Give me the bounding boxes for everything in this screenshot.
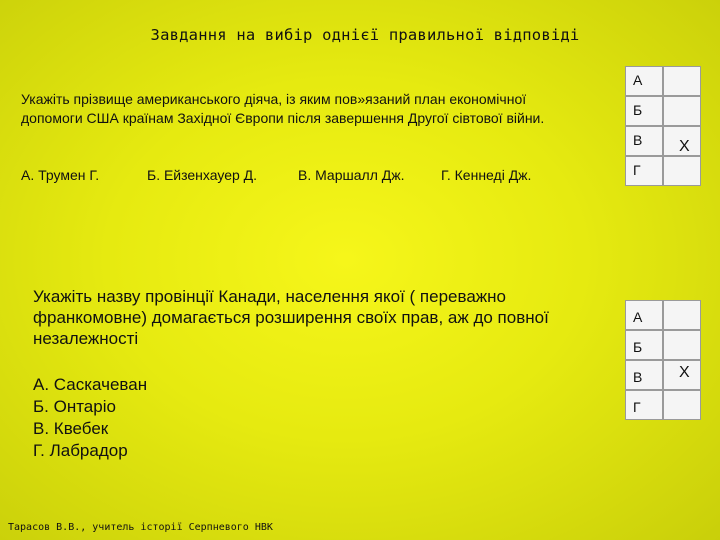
answer-cell-1-a[interactable]: [625, 66, 663, 96]
answer-letter-1-a: А: [633, 72, 643, 88]
answer-cell-1-b[interactable]: [625, 96, 663, 126]
question-1-option-c: В. Маршалл Дж.: [298, 167, 405, 183]
page-title: Завдання на вибір однієї правильної відповіді: [150, 26, 580, 44]
answer-grid-1: [625, 66, 701, 186]
answer-mark-cell-2-b[interactable]: [663, 330, 701, 360]
answer-cell-1-d[interactable]: [625, 156, 663, 186]
answer-mark-cell-2-d[interactable]: [663, 390, 701, 420]
question-2-option-d: Г. Лабрадор: [33, 441, 128, 460]
answer-mark-cell-1-d[interactable]: [663, 156, 701, 186]
answer-mark-2: Х: [679, 364, 690, 381]
answer-letter-2-a: А: [633, 309, 643, 325]
answer-letter-1-b: Б: [633, 102, 643, 118]
answer-letter-2-c: В: [633, 369, 643, 385]
question-1-option-a: А. Трумен Г.: [21, 167, 100, 183]
answer-letter-2-d: Г: [633, 399, 641, 415]
answer-cell-2-c[interactable]: [625, 360, 663, 390]
question-2-option-c: В. Квебек: [33, 419, 109, 438]
answer-mark-cell-1-a[interactable]: [663, 66, 701, 96]
answer-cell-1-c[interactable]: [625, 126, 663, 156]
answer-mark-cell-1-b[interactable]: [663, 96, 701, 126]
answer-cell-2-d[interactable]: [625, 390, 663, 420]
question-1-text: Укажіть прізвище американського діяча, із яким пов»язаний план економічної допомоги США країнам Західної Європи після завершення Другої сівтової війни.: [21, 91, 545, 126]
question-2-option-b: Б. Онтаріо: [33, 397, 116, 416]
question-2-text: Укажіть назву провінції Канади, населення якої ( переважно франкомовне) домагається розширення своїх прав, аж до повної незалежності: [33, 287, 549, 348]
footer-credit: Тарасов В.В., учитель історії Серпневого НВК: [8, 522, 273, 533]
answer-cell-2-b[interactable]: [625, 330, 663, 360]
answer-letter-1-d: Г: [633, 162, 641, 178]
question-2-options: [33, 374, 147, 462]
answer-cell-2-a[interactable]: [625, 300, 663, 330]
answer-letter-1-c: В: [633, 132, 643, 148]
answer-mark-1: Х: [679, 138, 690, 155]
answer-mark-cell-2-a[interactable]: [663, 300, 701, 330]
answer-grid-2: [625, 300, 701, 420]
answer-letter-2-b: Б: [633, 339, 643, 355]
question-2-option-a: А. Саскачеван: [33, 375, 148, 394]
question-1-options: [21, 167, 601, 187]
question-1-option-b: Б. Ейзенхауер Д.: [147, 167, 258, 183]
question-1-option-d: Г. Кеннеді Дж.: [441, 167, 532, 183]
